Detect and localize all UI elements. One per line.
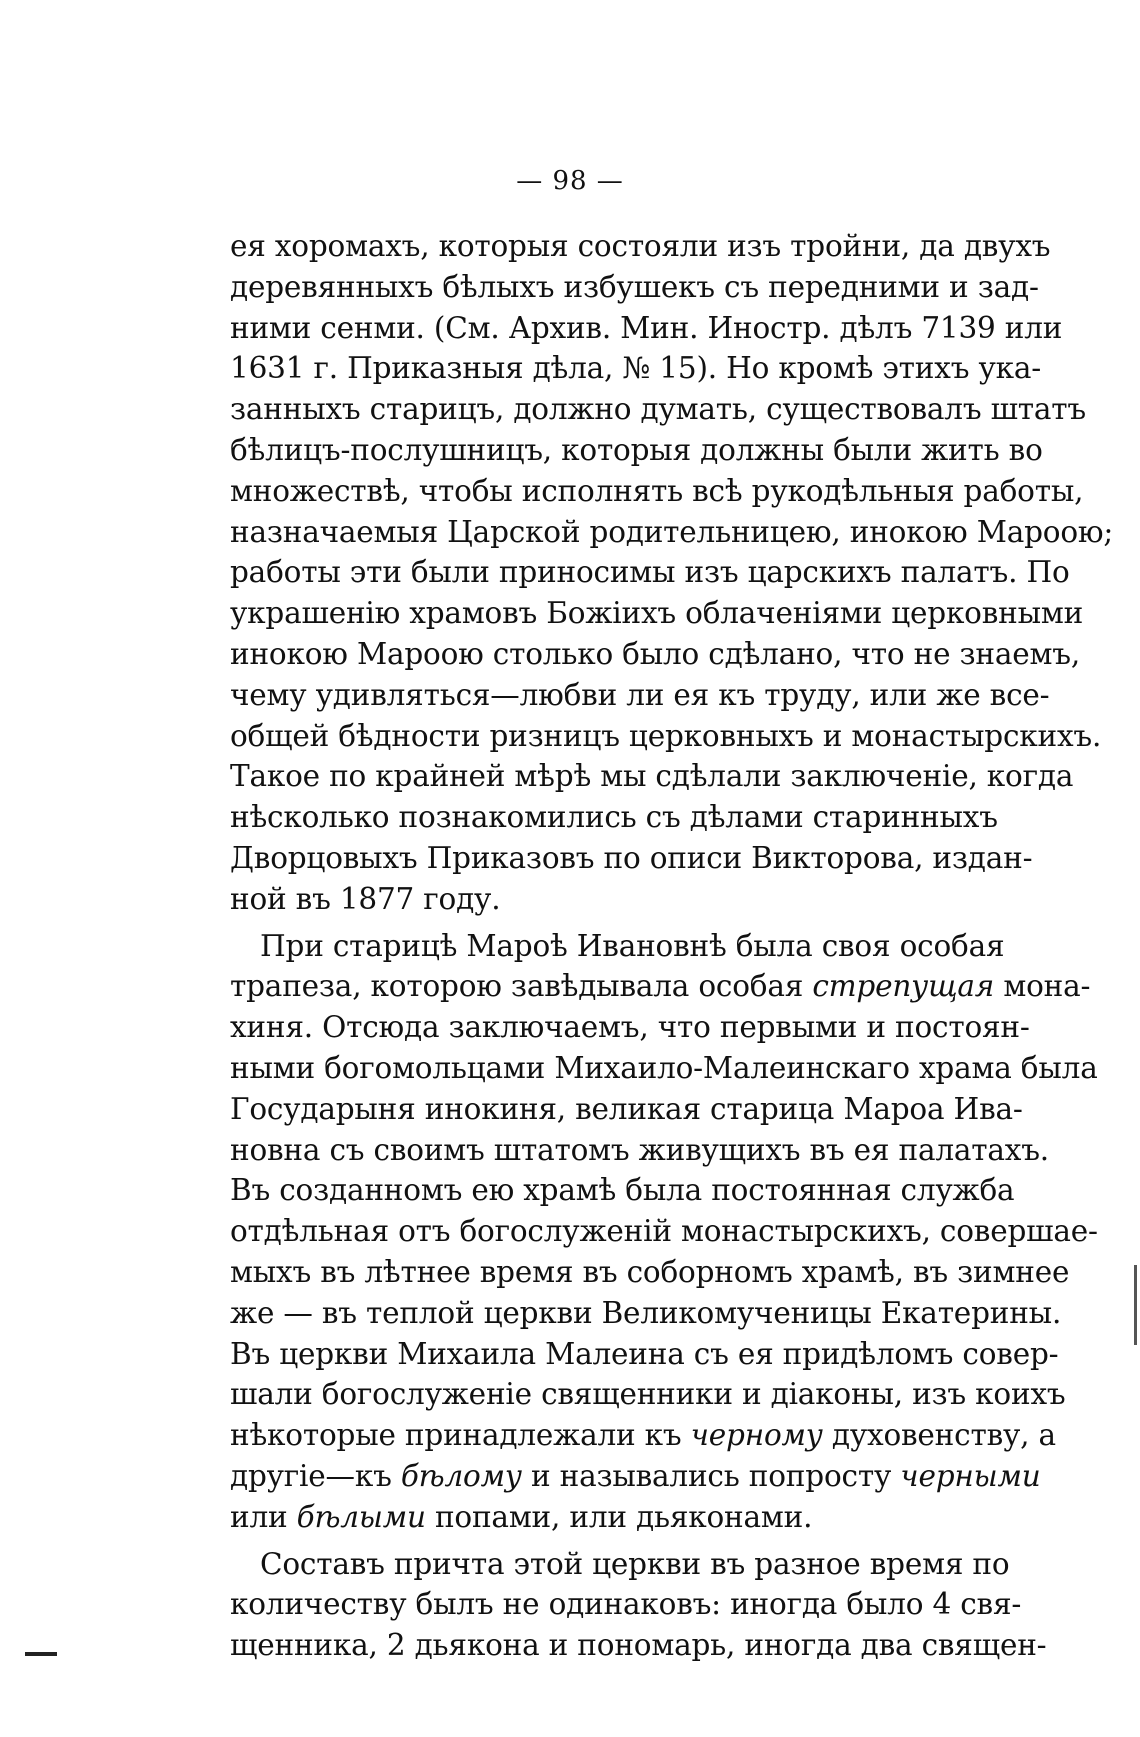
text-line: Такое по крайней мѣрѣ мы сдѣлали заключенiе, когда <box>230 759 1074 794</box>
text-line: ея хоромахъ, которыя состояли изъ тройни, да двухъ <box>230 229 1051 263</box>
text-line <box>230 1497 975 1538</box>
text-line <box>230 966 1091 1007</box>
text-line: работы эти были приносимы изъ царскихъ палатъ. По <box>230 555 1070 590</box>
text-line: Въ созданномъ ею храмѣ была постоянная служба <box>230 1173 1015 1208</box>
italic-term: бѣлыми <box>296 1499 426 1534</box>
text-fragment: нѣкоторые принадлежали къ <box>230 1418 691 1453</box>
paragraph <box>230 1544 1047 1666</box>
text-line: количеству былъ не одинаковъ: иногда было 4 свя- <box>230 1587 1022 1622</box>
text-line: бѣлицъ-послушницъ, которыя должны были жить во <box>230 432 1043 467</box>
text-fragment: или <box>230 1499 297 1534</box>
text-line: щенника, 2 дьякона и пономарь, иногда два священ- <box>230 1628 1047 1663</box>
text-line: Дворцовыхъ Приказовъ по описи Викторова, издан- <box>230 840 1033 875</box>
paragraph <box>230 926 1098 1538</box>
text-line: Въ церкви Михаила Малеина съ ея придѣломъ совер- <box>230 1336 1059 1371</box>
text-line: мыхъ въ лѣтнее время въ соборномъ храмѣ, въ зимнее <box>230 1254 1070 1289</box>
scan-edge-mark <box>1134 1265 1137 1345</box>
text-line: новна съ своимъ штатомъ живущихъ въ ея палатахъ. <box>230 1132 1049 1167</box>
text-line: 1631 г. Приказныя дѣла, № 15). Но кромѣ этихъ ука- <box>230 351 1042 386</box>
text-fragment: трапеза, которою завѣдывала особая <box>230 969 813 1004</box>
paragraph <box>230 226 1114 920</box>
text-line: хиня. Отсюда заключаемъ, что первыми и постоян- <box>230 1010 1030 1045</box>
text-fragment: попами, или дьяконами. <box>425 1499 813 1534</box>
text-line: назначаемыя Царской родительницею, инокою Мароою; <box>230 514 1114 549</box>
text-line: множествѣ, чтобы исполнять всѣ рукодѣльныя работы, <box>230 473 1084 508</box>
text-fragment: другiе—къ <box>230 1458 401 1493</box>
text-fragment: мона- <box>994 969 1091 1004</box>
text-line: Государыня инокиня, великая старица Мароа Ива- <box>230 1091 1023 1126</box>
italic-term: стрепущая <box>812 969 995 1004</box>
text-line: отдѣльная отъ богослуженiй монастырскихъ, совершае- <box>230 1214 1098 1249</box>
text-line: шали богослуженiе священники и дiаконы, изъ коихъ <box>230 1377 1066 1412</box>
text-line <box>230 1456 1041 1497</box>
text-line: чему удивляться—любви ли ея къ труду, или же все- <box>230 677 1050 712</box>
scan-dash-mark <box>25 1652 57 1656</box>
text-line: общей бѣдности ризницъ церковныхъ и монастырскихъ. <box>230 718 1102 753</box>
text-line: украшенiю храмовъ Божiихъ облаченiями церковными <box>230 596 1084 631</box>
page-body <box>230 226 1114 1666</box>
page-number: — 98 — <box>516 166 624 196</box>
text-line: нѣсколько познакомились съ дѣлами старинныхъ <box>230 800 998 835</box>
text-line <box>230 1415 1056 1456</box>
italic-term: черными <box>900 1458 1041 1493</box>
text-line: ной въ 1877 году. <box>230 881 501 916</box>
text-line: же — въ теплой церкви Великомученицы Екатерины. <box>230 1295 1062 1330</box>
text-fragment: и назывались попросту <box>521 1458 901 1493</box>
text-line: Составъ причта этой церкви въ разное время по <box>260 1546 1010 1581</box>
text-fragment: духовенству, а <box>822 1418 1056 1453</box>
text-line: инокою Мароою столько было сдѣлано, что не знаемъ, <box>230 636 1081 671</box>
text-line: деревянныхъ бѣлыхъ избушекъ съ передними и зад- <box>230 269 1039 304</box>
italic-term: черному <box>690 1418 823 1453</box>
italic-term: бѣлому <box>400 1458 522 1493</box>
text-line: ними сенми. (См. Архив. Мин. Иностр. дѣлъ 7139 или <box>230 310 1063 345</box>
text-line: ными богомольцами Михаило-Малеинскаго храма была <box>230 1050 1098 1085</box>
text-line: При старицѣ Мароѣ Ивановнѣ была своя особая <box>260 928 1005 963</box>
text-line: занныхъ старицъ, должно думать, существовалъ штатъ <box>230 392 1087 427</box>
